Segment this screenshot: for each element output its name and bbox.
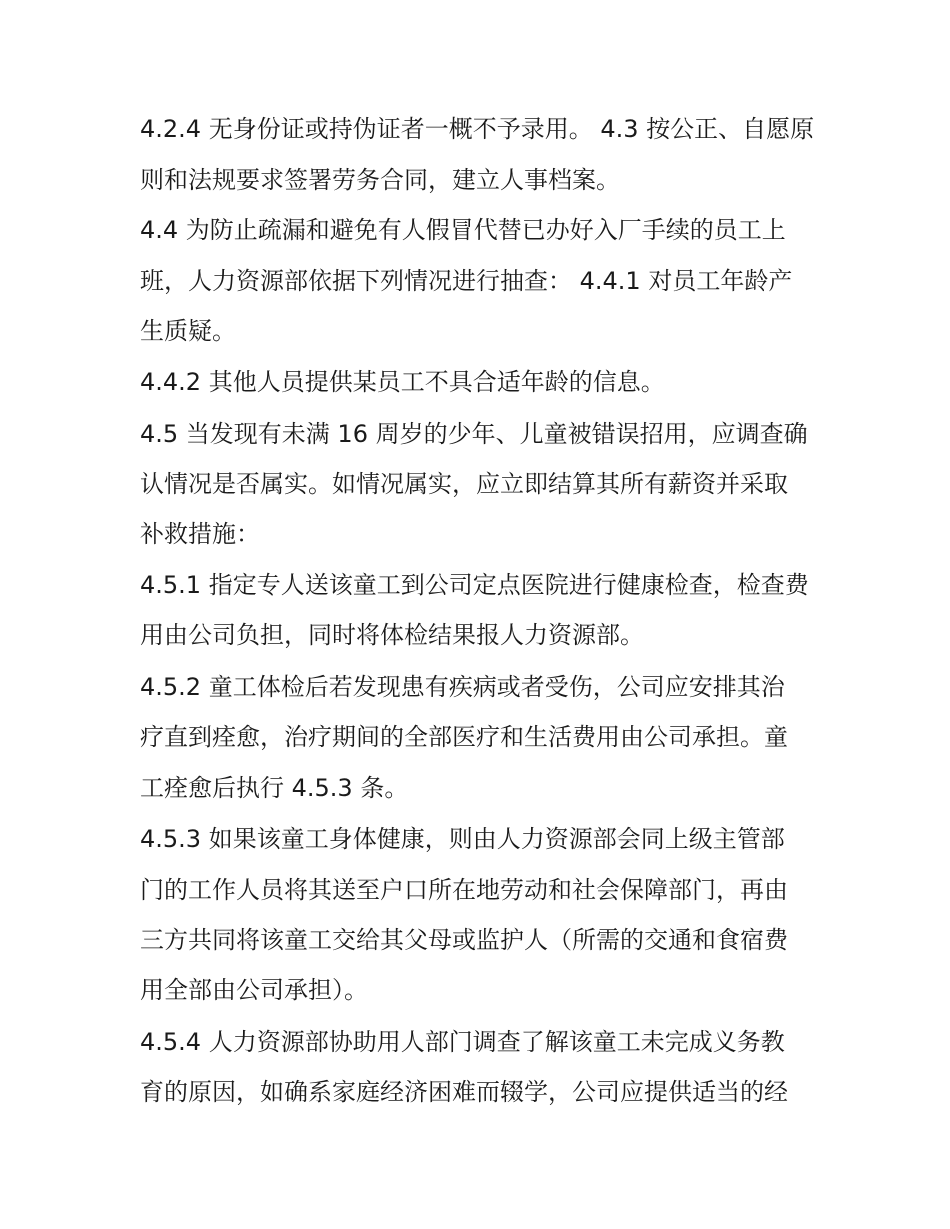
text-line: 工痊愈后执行 4.5.3 条。	[140, 774, 409, 802]
text-line: 补救措施：	[140, 520, 260, 548]
text-line: 班，人力资源部依据下列情况进行抽查： 4.4.1 对员工年龄产	[140, 267, 793, 295]
text-line: 4.2.4 无身份证或持伪证者一概不予录用。 4.3 按公正、自愿原	[140, 115, 815, 143]
text-line: 门的工作人员将其送至户口所在地劳动和社会保障部门，再由	[140, 876, 788, 904]
text-line: 用由公司负担，同时将体检结果报人力资源部。	[140, 621, 644, 649]
text-line: 4.5.1 指定专人送该童工到公司定点医院进行健康检查，检查费	[140, 571, 809, 599]
text-line: 三方共同将该童工交给其父母或监护人（所需的交通和食宿费	[140, 926, 788, 954]
text-line: 疗直到痊愈，治疗期间的全部医疗和生活费用由公司承担。童	[140, 723, 788, 751]
text-line: 4.5.4 人力资源部协助用人部门调查了解该童工未完成义务教	[140, 1028, 785, 1056]
text-line: 育的原因，如确系家庭经济困难而辍学，公司应提供适当的经	[140, 1078, 788, 1106]
text-line: 用全部由公司承担）。	[140, 976, 368, 1004]
text-line: 4.5 当发现有未满 16 周岁的少年、儿童被错误招用，应调查确	[140, 420, 808, 448]
text-line: 4.5.2 童工体检后若发现患有疾病或者受伤，公司应安排其治	[140, 673, 785, 701]
text-line: 4.4 为防止疏漏和避免有人假冒代替已办好入厂手续的员工上	[140, 216, 786, 244]
text-line: 4.5.3 如果该童工身体健康，则由人力资源部会同上级主管部	[140, 825, 785, 853]
text-line: 则和法规要求签署劳务合同，建立人事档案。	[140, 166, 620, 194]
text-line: 生质疑。	[140, 317, 236, 345]
text-line: 4.4.2 其他人员提供某员工不具合适年龄的信息。	[140, 368, 665, 396]
text-line: 认情况是否属实。如情况属实，应立即结算其所有薪资并采取	[140, 470, 788, 498]
